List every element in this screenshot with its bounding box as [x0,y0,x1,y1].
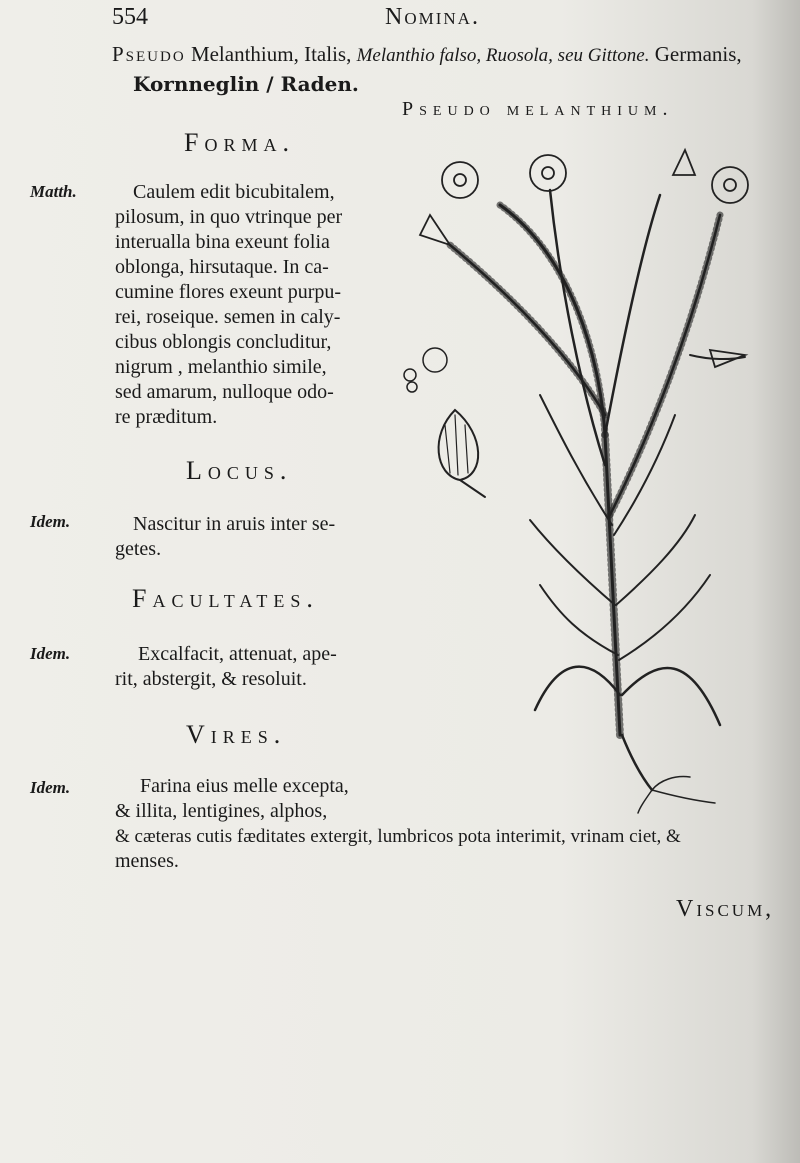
forma-line: interualla bina exeunt folia [115,231,330,253]
margin-note-vires: Idem. [30,778,71,797]
vires-line: & cæteras cutis fæditates extergit, lumbricos pota interimit, vrinam ciet, & [115,826,681,847]
forma-line: cumine flores exeunt purpu- [115,281,342,303]
facultates-line: Excalfacit, attenuat, ape- [138,643,337,665]
running-title: Nomina. [385,4,480,30]
catchword: Viscum, [676,896,775,922]
nomina-suffix: Germanis, [654,42,742,66]
margin-note-forma: Matth. [30,182,77,201]
vires-line: menses. [115,850,179,872]
section-title-locus: Locus. [186,456,293,485]
vires-line: & illita, lentigines, alphos, [115,800,328,822]
plant-woodcut-illustration [390,135,770,815]
locus-line: Nascitur in aruis inter se- [133,513,336,535]
nomina-prefix: Pseudo [112,42,186,66]
forma-line: rei, roseique. semen in caly- [115,306,341,328]
forma-line: nigrum , melanthio simile, [115,356,327,378]
section-title-vires: Vires. [186,720,287,749]
forma-line: cibus oblongis concluditur, [115,331,332,353]
nomina-line-1 [112,42,772,67]
section-title-forma: Forma. [184,128,295,157]
page-number: 554 [112,4,148,30]
vires-line: Farina eius melle excepta, [140,775,349,797]
nomina-main: Melanthium, Italis, [190,42,352,66]
facultates-line: rit, abstergit, & resoluit. [115,668,307,690]
forma-line: oblonga, hirsutaque. In ca- [115,256,329,278]
margin-note-facultates: Idem. [30,644,71,663]
forma-line: Caulem edit bicubitalem, [133,181,335,203]
forma-line: sed amarum, nulloque odo- [115,381,334,403]
plant-illustration-title: Pseudo melanthium. [402,98,674,120]
locus-line: getes. [115,538,162,560]
forma-line: pilosum, in quo vtrinque per [115,206,343,228]
forma-line: re præditum. [115,406,218,428]
margin-note-locus: Idem. [30,512,71,531]
section-title-facultates: Facultates. [132,584,319,613]
nomina-italian-names: Melanthio falso, Ruosola, seu Gittone. [356,45,650,66]
nomina-german-names: Kornneglin / Raden. [133,72,359,96]
